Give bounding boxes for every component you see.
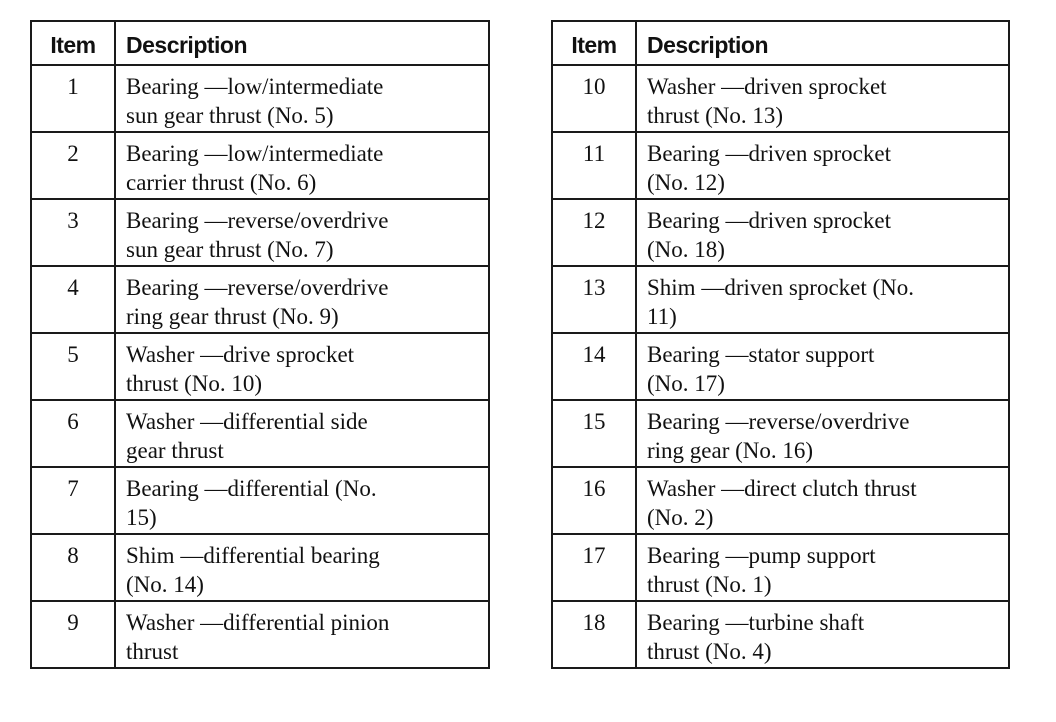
description-line-2: thrust (No. 1) [647, 572, 772, 597]
description-line-2: (No. 2) [647, 505, 714, 530]
item-number: 6 [31, 400, 115, 467]
description-column-header: Description [636, 21, 1009, 65]
description-line-1: Bearing —low/intermediate [126, 141, 384, 166]
item-description [636, 400, 1009, 467]
item-description [115, 467, 489, 534]
description-column-header: Description [115, 21, 489, 65]
description-line-1: Bearing —stator support [647, 342, 875, 367]
description-line-2: thrust (No. 4) [647, 639, 772, 664]
description-line-1: Bearing —reverse/overdrive [126, 208, 389, 233]
table-row [552, 400, 1009, 467]
description-line-2: ring gear thrust (No. 9) [126, 304, 339, 329]
item-column-header: Item [552, 21, 636, 65]
description-line-2: ring gear (No. 16) [647, 438, 814, 463]
header-row [31, 21, 489, 65]
item-description [636, 199, 1009, 266]
item-number: 13 [552, 266, 636, 333]
item-number: 3 [31, 199, 115, 266]
item-description [115, 199, 489, 266]
item-description [636, 266, 1009, 333]
description-line-1: Washer —differential pinion [126, 610, 390, 635]
table-row [31, 534, 489, 601]
item-number: 17 [552, 534, 636, 601]
item-description [115, 65, 489, 132]
description-line-1: Shim —driven sprocket (No. [647, 275, 915, 300]
description-line-2: (No. 18) [647, 237, 725, 262]
description-line-1: Bearing —low/intermediate [126, 74, 384, 99]
item-number: 16 [552, 467, 636, 534]
parts-table-right [551, 20, 1010, 669]
item-description [115, 333, 489, 400]
item-description [636, 534, 1009, 601]
table-row [552, 601, 1009, 668]
item-description [115, 534, 489, 601]
header-row [552, 21, 1009, 65]
item-description [115, 132, 489, 199]
table-row [552, 132, 1009, 199]
table-row [31, 601, 489, 668]
table-row [31, 65, 489, 132]
item-number: 12 [552, 199, 636, 266]
description-line-2: (No. 14) [126, 572, 204, 597]
description-line-2: carrier thrust (No. 6) [126, 170, 317, 195]
item-description [636, 65, 1009, 132]
item-number: 5 [31, 333, 115, 400]
description-line-1: Bearing —differential (No. [126, 476, 377, 501]
item-number: 18 [552, 601, 636, 668]
description-line-1: Washer —direct clutch thrust [647, 476, 917, 501]
description-line-1: Bearing —reverse/overdrive [126, 275, 389, 300]
item-number: 7 [31, 467, 115, 534]
description-line-2: sun gear thrust (No. 7) [126, 237, 334, 262]
table-row [552, 333, 1009, 400]
description-line-1: Bearing —reverse/overdrive [647, 409, 910, 434]
item-number: 14 [552, 333, 636, 400]
description-line-2: (No. 17) [647, 371, 725, 396]
item-number: 2 [31, 132, 115, 199]
description-line-1: Bearing —driven sprocket [647, 208, 891, 233]
table-row [552, 266, 1009, 333]
table-row [552, 467, 1009, 534]
table-row [31, 467, 489, 534]
table-row [552, 65, 1009, 132]
table-row [31, 333, 489, 400]
description-line-2: gear thrust [126, 438, 224, 463]
description-line-1: Washer —driven sprocket [647, 74, 887, 99]
table-row [31, 266, 489, 333]
item-number: 11 [552, 132, 636, 199]
item-number: 1 [31, 65, 115, 132]
description-line-2: thrust [126, 639, 179, 664]
item-number: 4 [31, 266, 115, 333]
item-description [636, 132, 1009, 199]
item-description [115, 266, 489, 333]
item-description [636, 601, 1009, 668]
description-line-2: sun gear thrust (No. 5) [126, 103, 334, 128]
description-line-2: thrust (No. 13) [647, 103, 784, 128]
item-number: 9 [31, 601, 115, 668]
table-row [552, 534, 1009, 601]
description-line-2: 11) [647, 304, 677, 329]
description-line-1: Washer —differential side [126, 409, 368, 434]
item-description [115, 400, 489, 467]
description-line-1: Bearing —driven sprocket [647, 141, 891, 166]
item-column-header: Item [31, 21, 115, 65]
description-line-2: 15) [126, 505, 157, 530]
table-row [552, 199, 1009, 266]
description-line-1: Washer —drive sprocket [126, 342, 355, 367]
item-description [636, 467, 1009, 534]
item-description [115, 601, 489, 668]
description-line-1: Bearing —pump support [647, 543, 876, 568]
description-line-2: (No. 12) [647, 170, 725, 195]
item-number: 15 [552, 400, 636, 467]
parts-table-left [30, 20, 490, 669]
description-line-1: Shim —differential bearing [126, 543, 380, 568]
description-line-1: Bearing —turbine shaft [647, 610, 865, 635]
table-row [31, 400, 489, 467]
description-line-2: thrust (No. 10) [126, 371, 263, 396]
item-description [636, 333, 1009, 400]
table-row [31, 199, 489, 266]
table-row [31, 132, 489, 199]
item-number: 8 [31, 534, 115, 601]
item-number: 10 [552, 65, 636, 132]
